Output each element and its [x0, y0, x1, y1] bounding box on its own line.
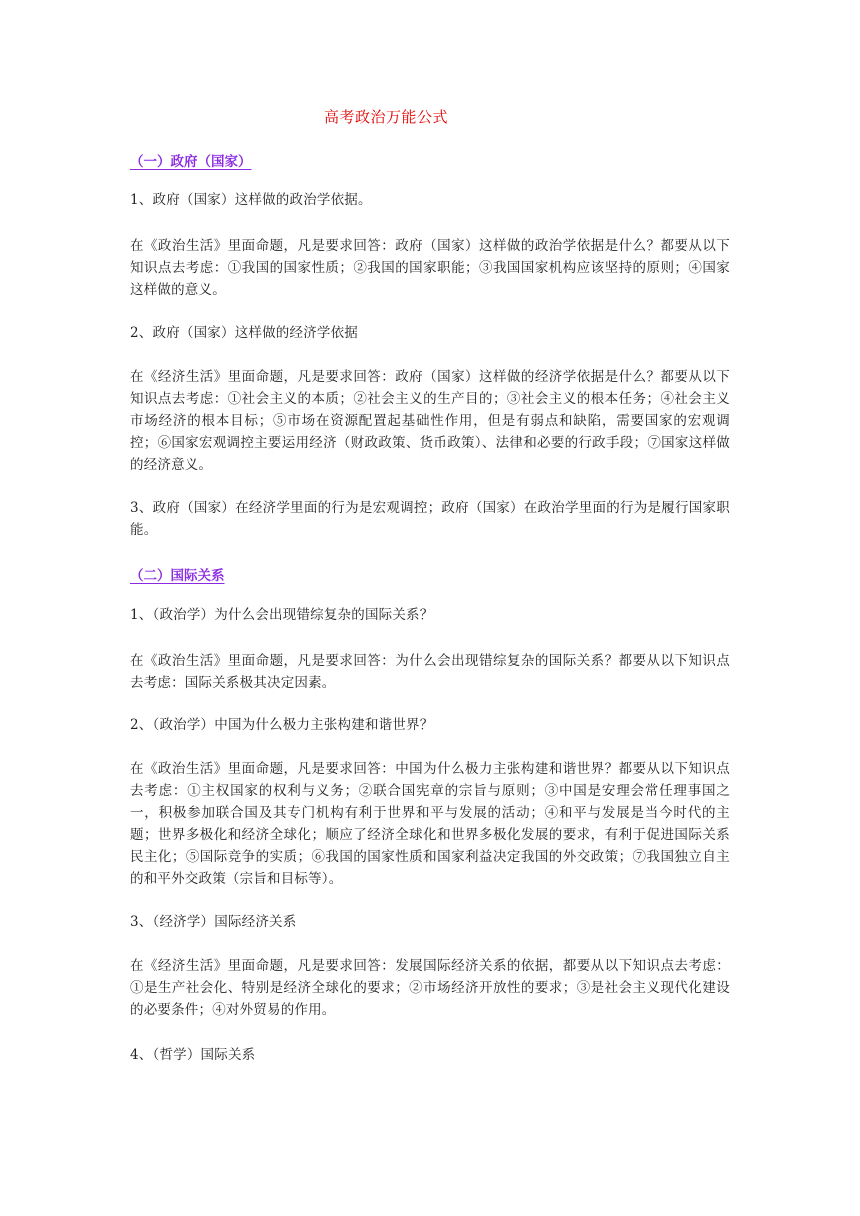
- paragraph: 4、（哲学）国际关系: [130, 1047, 256, 1063]
- paragraph: 2、政府（国家）这样做的经济学依据: [130, 325, 358, 341]
- paragraph: 在《经济生活》里面命题，凡是要求回答：发展国际经济关系的依据，都要从以下知识点去考虑：①是生产社会化、特别是经济全球化的要求；②市场经济开放性的要求；③是社会主义现代化建设的必要条件；④对外贸易的作用。: [130, 958, 730, 1018]
- paragraph: 在《政治生活》里面命题，凡是要求回答：中国为什么极力主张构建和谐世界？都要从以下知识点去考虑：①主权国家的权利与义务；②联合国宪章的宗旨与原则；③中国是安理会常任理事国之一，积极参加联合国及其专门机构有利于世界和平与发展的活动；④和平与发展是当今时代的主题；世界多极化和经济全球化；顺应了经济全球化和世界多极化发展的要求，有利于促进国际关系民主化；⑤国际竞争的实质；⑥我国的国家性质和国家利益决定我国的外交政策；⑦我国独立自主的和平外交政策（宗旨和目标等）。: [130, 761, 730, 887]
- section-heading-international: （二）国际关系: [130, 568, 225, 584]
- paragraph: 2、（政治学）中国为什么极力主张构建和谐世界？: [130, 717, 434, 733]
- paragraph: 在《政治生活》里面命题，凡是要求回答：为什么会出现错综复杂的国际关系？都要从以下知识点去考虑：国际关系极其决定因素。: [130, 653, 730, 691]
- document-title: 高考政治万能公式: [323, 108, 448, 126]
- paragraph: 1、（政治学）为什么会出现错综复杂的国际关系？: [130, 607, 434, 623]
- paragraph: 在《政治生活》里面命题，凡是要求回答：政府（国家）这样做的政治学依据是什么？都要从以下知识点去考虑：①我国的国家性质；②我国的国家职能；③我国国家机构应该坚持的原则；④国家这样做的意义。: [130, 238, 730, 298]
- paragraph: 在《经济生活》里面命题，凡是要求回答：政府（国家）这样做的经济学依据是什么？都要从以下知识点去考虑：①社会主义的本质；②社会主义的生产目的；③社会主义的根本任务；④社会主义市场经济的根本目标；⑤市场在资源配置起基础性作用，但是有弱点和缺陷，需要国家的宏观调控；⑥国家宏观调控主要运用经济（财政政策、货币政策）、法律和必要的行政手段；⑦国家这样做的经济意义。: [130, 369, 730, 473]
- paragraph: 1、政府（国家）这样做的政治学依据。: [130, 192, 372, 208]
- paragraph: 3、（经济学）国际经济关系: [130, 914, 297, 930]
- section-heading-government: （一）政府（国家）: [130, 154, 252, 170]
- paragraph: 3、政府（国家）在经济学里面的行为是宏观调控；政府（国家）在政治学里面的行为是履行国家职能。: [130, 500, 730, 538]
